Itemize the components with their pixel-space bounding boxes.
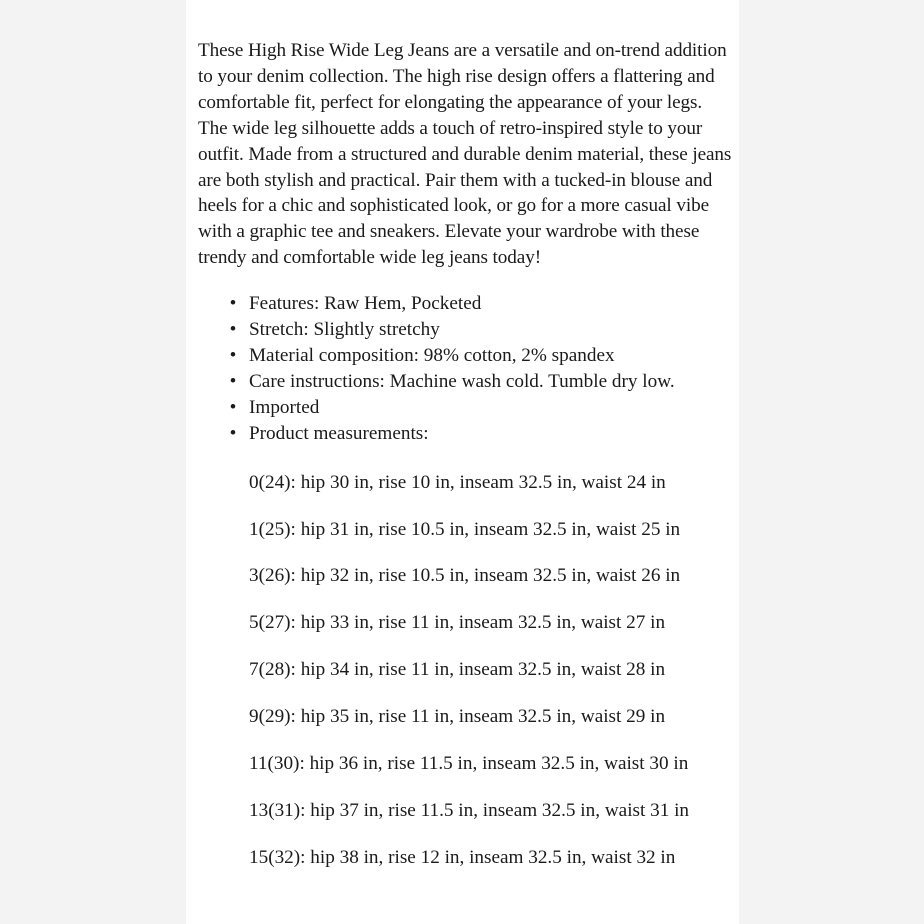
- product-description: [198, 38, 734, 892]
- feature-item: [198, 291, 734, 317]
- feature-text: Features: Raw Hem, Pocketed: [249, 293, 482, 315]
- bullet-icon: •: [229, 293, 237, 315]
- measurement-row: 9(29): hip 35 in, rise 11 in, inseam 32.5 in, waist 29 in: [249, 706, 666, 728]
- measurement-row: 15(32): hip 38 in, rise 12 in, inseam 32.5 in, waist 32 in: [249, 846, 676, 868]
- measurement-list: [198, 470, 734, 871]
- measurement-row: 3(26): hip 32 in, rise 10.5 in, inseam 32.5 in, waist 26 in: [249, 565, 681, 587]
- description-paragraph: These High Rise Wide Leg Jeans are a versatile and on-trend addition to your denim collection. The high rise design offers a flattering and comfortable fit, perfect for elongating the appearance of your legs. The wide leg silhouette adds a touch of retro-inspired style to your outfit. Made from a structured and durable denim material, these jeans are both stylish and practical. Pair them with a tucked-in blouse and heels for a chic and sophisticated look, or go for a more casual vibe with a graphic tee and sneakers. Elevate your wardrobe with these trendy and comfortable wide leg jeans today!: [198, 40, 732, 269]
- left-margin: [0, 0, 186, 924]
- bullet-icon: •: [229, 422, 237, 444]
- feature-list: [198, 291, 734, 446]
- feature-item: [198, 421, 734, 447]
- feature-text: Product measurements:: [249, 422, 429, 444]
- measurement-row: 0(24): hip 30 in, rise 10 in, inseam 32.5 in, waist 24 in: [249, 471, 666, 493]
- feature-item: [198, 343, 734, 369]
- feature-item: [198, 317, 734, 343]
- bullet-icon: •: [229, 370, 237, 392]
- feature-text: Stretch: Slightly stretchy: [249, 319, 440, 341]
- measurement-row: 1(25): hip 31 in, rise 10.5 in, inseam 32.5 in, waist 25 in: [249, 518, 681, 540]
- feature-text: Imported: [249, 396, 320, 418]
- bullet-icon: •: [229, 319, 237, 341]
- right-margin: [739, 0, 924, 924]
- measurement-row: 7(28): hip 34 in, rise 11 in, inseam 32.5 in, waist 28 in: [249, 659, 666, 681]
- measurement-row: 13(31): hip 37 in, rise 11.5 in, inseam 32.5 in, waist 31 in: [249, 799, 690, 821]
- measurement-row: 5(27): hip 33 in, rise 11 in, inseam 32.5 in, waist 27 in: [249, 612, 666, 634]
- feature-item: [198, 369, 734, 395]
- feature-text: Care instructions: Machine wash cold. Tumble dry low.: [249, 370, 675, 392]
- feature-item: [198, 395, 734, 421]
- measurement-row: 11(30): hip 36 in, rise 11.5 in, inseam 32.5 in, waist 30 in: [249, 753, 689, 775]
- bullet-icon: •: [229, 344, 237, 366]
- bullet-icon: •: [229, 396, 237, 418]
- feature-text: Material composition: 98% cotton, 2% spandex: [249, 344, 615, 366]
